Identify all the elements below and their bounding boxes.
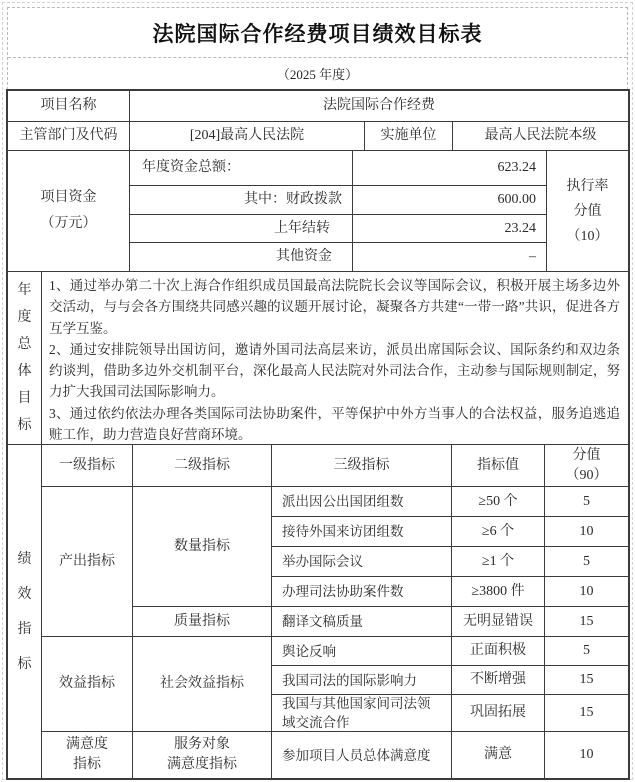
- performance-target-table: [6, 89, 630, 780]
- value-cell: 不断增强: [452, 666, 545, 695]
- score-cell: 10: [545, 577, 628, 607]
- value-cell: 满意: [452, 732, 545, 778]
- section-annual-goal: [8, 272, 628, 445]
- fund-row-value: –: [353, 243, 547, 271]
- fund-row-label: 上年结转: [130, 215, 353, 243]
- execution-rate-line1: 执行率: [566, 178, 609, 194]
- score-cell: 5: [545, 487, 628, 517]
- l2-quantity-indicators: 数量指标: [133, 487, 272, 607]
- document-title: 法院国际合作经费项目绩效目标表: [152, 22, 483, 46]
- section-indicators: [8, 445, 628, 778]
- execution-rate-score: [547, 151, 628, 271]
- header-l2: 二级指标: [133, 445, 272, 487]
- score-cell: 10: [545, 517, 628, 547]
- impl-unit-value: 最高人民法院本级: [484, 128, 597, 143]
- l2-quality-indicators: 质量指标: [133, 607, 272, 637]
- title-row: [8, 8, 627, 58]
- l3-cell: 办理司法协助案件数: [272, 577, 452, 607]
- l3-cell: 参加项目人员总体满意度: [272, 732, 452, 778]
- score-cell: 10: [579, 747, 594, 762]
- header-value: 指标值: [452, 445, 545, 487]
- annual-goal-label: 年度总体目标: [8, 272, 42, 444]
- score-cell: 5: [545, 547, 628, 577]
- subtitle-row: [8, 58, 627, 89]
- l1-satisfaction-indicators: 满意度 指标: [42, 732, 133, 778]
- funds-label-line1: 项目资金: [40, 190, 97, 205]
- l1-benefit-indicators: 效益指标: [42, 637, 133, 732]
- value-cell: 无明显错误: [452, 607, 545, 637]
- header-l1: 一级指标: [42, 445, 133, 487]
- l1-output-indicators: 产出指标: [42, 487, 133, 637]
- fund-row-value: 623.24: [353, 151, 547, 186]
- score-cell: 15: [545, 695, 628, 732]
- score-cell: 15: [545, 666, 628, 695]
- fund-row-value: 23.24: [353, 215, 547, 243]
- fund-row-label: 其他资金: [130, 243, 353, 271]
- l3-cell: 派出因公出国团组数: [272, 487, 452, 517]
- document-subtitle: （2025 年度）: [276, 67, 359, 82]
- header-l3: 三级指标: [272, 445, 452, 487]
- value-cell: ≥50 个: [452, 487, 545, 517]
- value-cell: ≥3800 件: [452, 577, 545, 607]
- value-cell: ≥6 个: [452, 517, 545, 547]
- l3-cell: 接待外国来访团组数: [272, 517, 452, 547]
- goal-item-2: 2、通过安排院领导出国访问，邀请外国司法高层来访，派员出席国际会议、国际条约和双边条约谈判，借助多边外交机制平台，深化最高人民法院对外司法合作，主动参与国际规则制定，努力扩大我国司法国际影响力。: [49, 341, 620, 400]
- l3-cell: 举办国际会议: [272, 547, 452, 577]
- project-name-label: 项目名称: [8, 91, 130, 121]
- score-cell: 5: [545, 637, 628, 666]
- section-department: [8, 122, 628, 151]
- header-score: 分值 （90）: [545, 445, 628, 487]
- l2-service-satisfaction-indicators: 服务对象 满意度指标: [133, 732, 272, 778]
- impl-unit-label: 实施单位: [365, 122, 453, 150]
- fund-row-label: 年度资金总额：: [130, 151, 353, 186]
- funds-label-line2: （万元）: [40, 216, 97, 231]
- section-project-name: [8, 91, 628, 122]
- l3-cell: 我国司法的国际影响力: [272, 666, 452, 695]
- title-block: [7, 7, 628, 90]
- execution-rate-line2: 分值: [573, 203, 602, 219]
- annual-goal-text: [42, 272, 628, 444]
- l3-cell: 我国与其他国家间司法领域交流合作: [272, 695, 452, 732]
- fund-row-label: 其中：财政拨款: [130, 186, 353, 215]
- goal-item-1: 1、通过举办第二十次上海合作组织成员国最高法院院长会议等国际会议，积极开展主场多边外交活动，与与会各方围绕共同感兴趣的议题开展讨论，凝聚各方共建“一带一路”共识，促进各方互学互鉴。: [49, 278, 620, 336]
- execution-rate-line3: （10）: [566, 228, 609, 244]
- value-cell: 巩固拓展: [452, 695, 545, 732]
- funds-label: [8, 151, 130, 271]
- dept-value: [204]最高人民法院: [130, 122, 365, 150]
- value-cell: 正面积极: [452, 637, 545, 666]
- l2-social-benefit-indicators: 社会效益指标: [133, 637, 272, 732]
- project-name-value: 法院国际合作经费: [323, 98, 435, 113]
- l3-cell: 翻译文稿质量: [272, 607, 452, 637]
- l3-cell: 舆论反响: [272, 637, 452, 666]
- dept-label: 主管部门及代码: [8, 122, 130, 150]
- indicators-section-label: 绩效指标: [8, 445, 42, 778]
- score-cell: 15: [545, 607, 628, 637]
- section-funds: [8, 151, 628, 272]
- fund-row-value: 600.00: [353, 186, 547, 215]
- value-cell: ≥1 个: [452, 547, 545, 577]
- goal-item-3: 3、通过依约依法办理各类国际司法协助案件，平等保护中外方当事人的合法权益，服务追逃追赃工作，助力营造良好营商环境。: [49, 405, 620, 443]
